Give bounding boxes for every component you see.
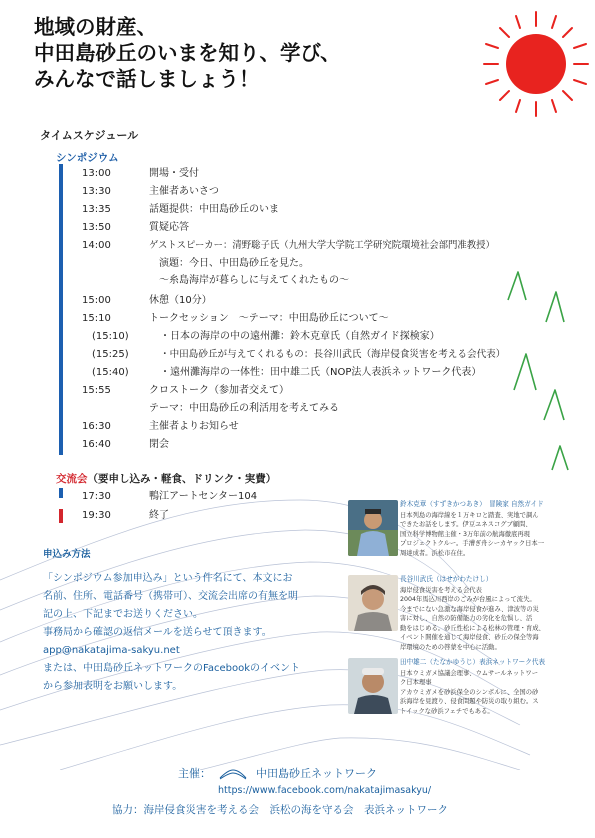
tree-icon [500,270,580,500]
schedule-time: 13:30 [82,186,111,197]
schedule-desc: 閉会 [149,439,169,450]
schedule-time: 13:50 [82,222,111,233]
application-line: または、中田島砂丘ネットワークのFacebookのイベント [43,663,300,674]
symposium-bar [59,164,63,455]
schedule-desc: ・中田島砂丘が与えてくれるもの：長谷川武氏（海岸侵食災害を考える会代表） [160,349,506,360]
profile-line: プロジェクトクルー。手漕ぎ舟シーカヤック日本一 [400,540,545,547]
schedule-desc: トークセッション 〜テーマ：中田島砂丘について〜 [149,313,389,324]
avatar [348,658,398,714]
profile-line: 海岸侵食災害を考える会代表 [400,586,482,594]
application-line: 記の上、下記までお送りください。 [43,609,203,620]
schedule-desc: 休憩（10分） [149,295,212,306]
schedule-desc: クロストーク（参加者交えて） [149,385,289,396]
symposium-label: シンポジウム [56,152,119,164]
application-email[interactable]: app@nakatajima-sakyu.net [43,645,180,656]
schedule-desc: ゲストスピーカー：清野聡子氏（九州大学大学院工学研究院環境社会部門准教授） [149,240,495,251]
schedule-desc: 話題提供：中田島砂丘のいま [149,204,279,215]
wave-logo-icon [219,768,247,780]
profile-line: 国立科学博物館主催・3万年前の航海徹底再現 [400,530,530,538]
sponsor-label: 主催： [178,767,211,780]
schedule-time: (15:10) [92,331,129,342]
application-title: 申込み方法 [43,549,91,560]
schedule-desc: 演題：今日、中田島砂丘を見た。 [149,258,309,269]
sponsor-org: 中田島砂丘ネットワーク [256,767,377,780]
sponsor [178,765,377,781]
schedule-time: (15:40) [92,367,129,378]
profile-line: できたお話をします。伊豆ユネスコグブ顧問、 [400,521,532,528]
profile-line: 日本列島の海岸線を１万キロと踏査、実地で調ん [400,511,539,519]
headline [34,14,414,92]
schedule-desc: 主催者よりお知らせ [149,421,239,432]
schedule-desc: ・遠州灘海岸の一体性：田中雄二氏（NOP法人表浜ネットワーク代表） [160,367,482,378]
schedule-title: タイムスケジュール [40,129,139,142]
profile-line: 周達成者。浜松市在住。 [400,549,470,557]
schedule-desc: 質疑応答 [149,222,189,233]
profile-line: 岸環境のための啓蒙を中心に活動。 [400,643,501,651]
schedule-time: 15:55 [82,385,111,396]
schedule-time: 13:00 [82,168,111,179]
schedule-time: 16:30 [82,421,111,432]
profile-name: 長谷川武氏（はせがわたけし） [400,575,493,583]
schedule-desc: ・日本の海岸の中の遠州灘：鈴木克章氏（自然ガイド探検家） [160,331,440,342]
schedule-desc: 〜糸島海岸が暮らしに与えてくれたもの〜 [149,275,349,286]
application-section [43,546,343,696]
facebook-link[interactable]: https://www.facebook.com/nakatajimasakyu/ [218,785,432,796]
schedule-time: 13:35 [82,204,111,215]
headline-line-1: 地域の財産、 [34,15,157,39]
headline-line-3: みんなで話しましょう！ [34,67,260,91]
schedule-time: 15:10 [82,313,111,324]
avatar [348,500,398,556]
application-line: 「シンポジウム参加申込み」という件名にて、本文にお [43,573,293,584]
profile-line: ク日本理事 [400,679,432,686]
profile-text [400,575,588,652]
schedule-time: 16:40 [82,439,111,450]
application-line: 名前、住所、電話番号（携帯可）、交流会出席の有無を明 [43,591,298,602]
schedule-time: (15:25) [92,349,129,360]
reception-time: 17:30 [82,491,111,502]
reception-desc: 終了 [149,510,169,521]
profile-line: アカウミガメを砂浜保全のシンボルに、全国の砂 [400,688,539,696]
profile-line: イベント開催を通じて海岸侵食、砂丘の保全等海 [400,634,539,641]
profile-line: 日本ウミガメ協議会理事、ウムサールネットワー [400,669,539,677]
reception-detail: （要申し込み・軽食、ドリンク・実費） [87,473,277,485]
headline-line-2: 中田島砂丘のいまを知り、学び、 [34,41,341,65]
profile-text [400,658,588,716]
schedule-time: 14:00 [82,240,111,251]
sun-icon [478,8,590,120]
profile-name: 田中雄二（たなかゆうじ）表浜ネットワーク代表 [400,658,546,666]
reception-desc: 鴨江アートセンター104 [149,491,258,502]
profile-text [400,500,588,558]
cooperation: 協力：海岸侵食災害を考える会 浜松の海を守る会 表浜ネットワーク [112,804,448,816]
schedule-desc: テーマ：中田島砂丘の利活用を考えてみる [149,403,339,414]
profile-line: 2004年馬込川西岸のごみが台風によって流失。 [400,596,536,603]
application-line: から参加表明をお願いします。 [43,681,183,692]
profile-line: 今までにない急激な海岸侵食が進み、津波等の災 [400,605,539,613]
profile-name: 鈴木克章（すずきかつあき） 冒険家 自然ガイド [400,500,544,508]
avatar [348,575,398,631]
profile-line: 浜海岸を見渡り、侵食問題や防災の取り組む。ス [400,698,539,705]
reception-time: 19:30 [82,510,111,521]
schedule-time: 15:00 [82,295,111,306]
reception-highlight: 交流会 [56,473,88,485]
profile-line: 動をはじめる。砂丘性松による松林の管理・育成、 [400,624,545,632]
schedule-desc: 開場・受付 [149,168,199,179]
profile-line: 害に対し、自然の防備能力の劣化を危惧し、活 [400,615,533,622]
schedule-desc: 主催者あいさつ [149,186,219,197]
profile-line: トイックな砂浜フェチでもある。 [400,707,494,715]
application-line: 事務局から確認の返信メールを送らせて頂きます。 [43,627,272,638]
